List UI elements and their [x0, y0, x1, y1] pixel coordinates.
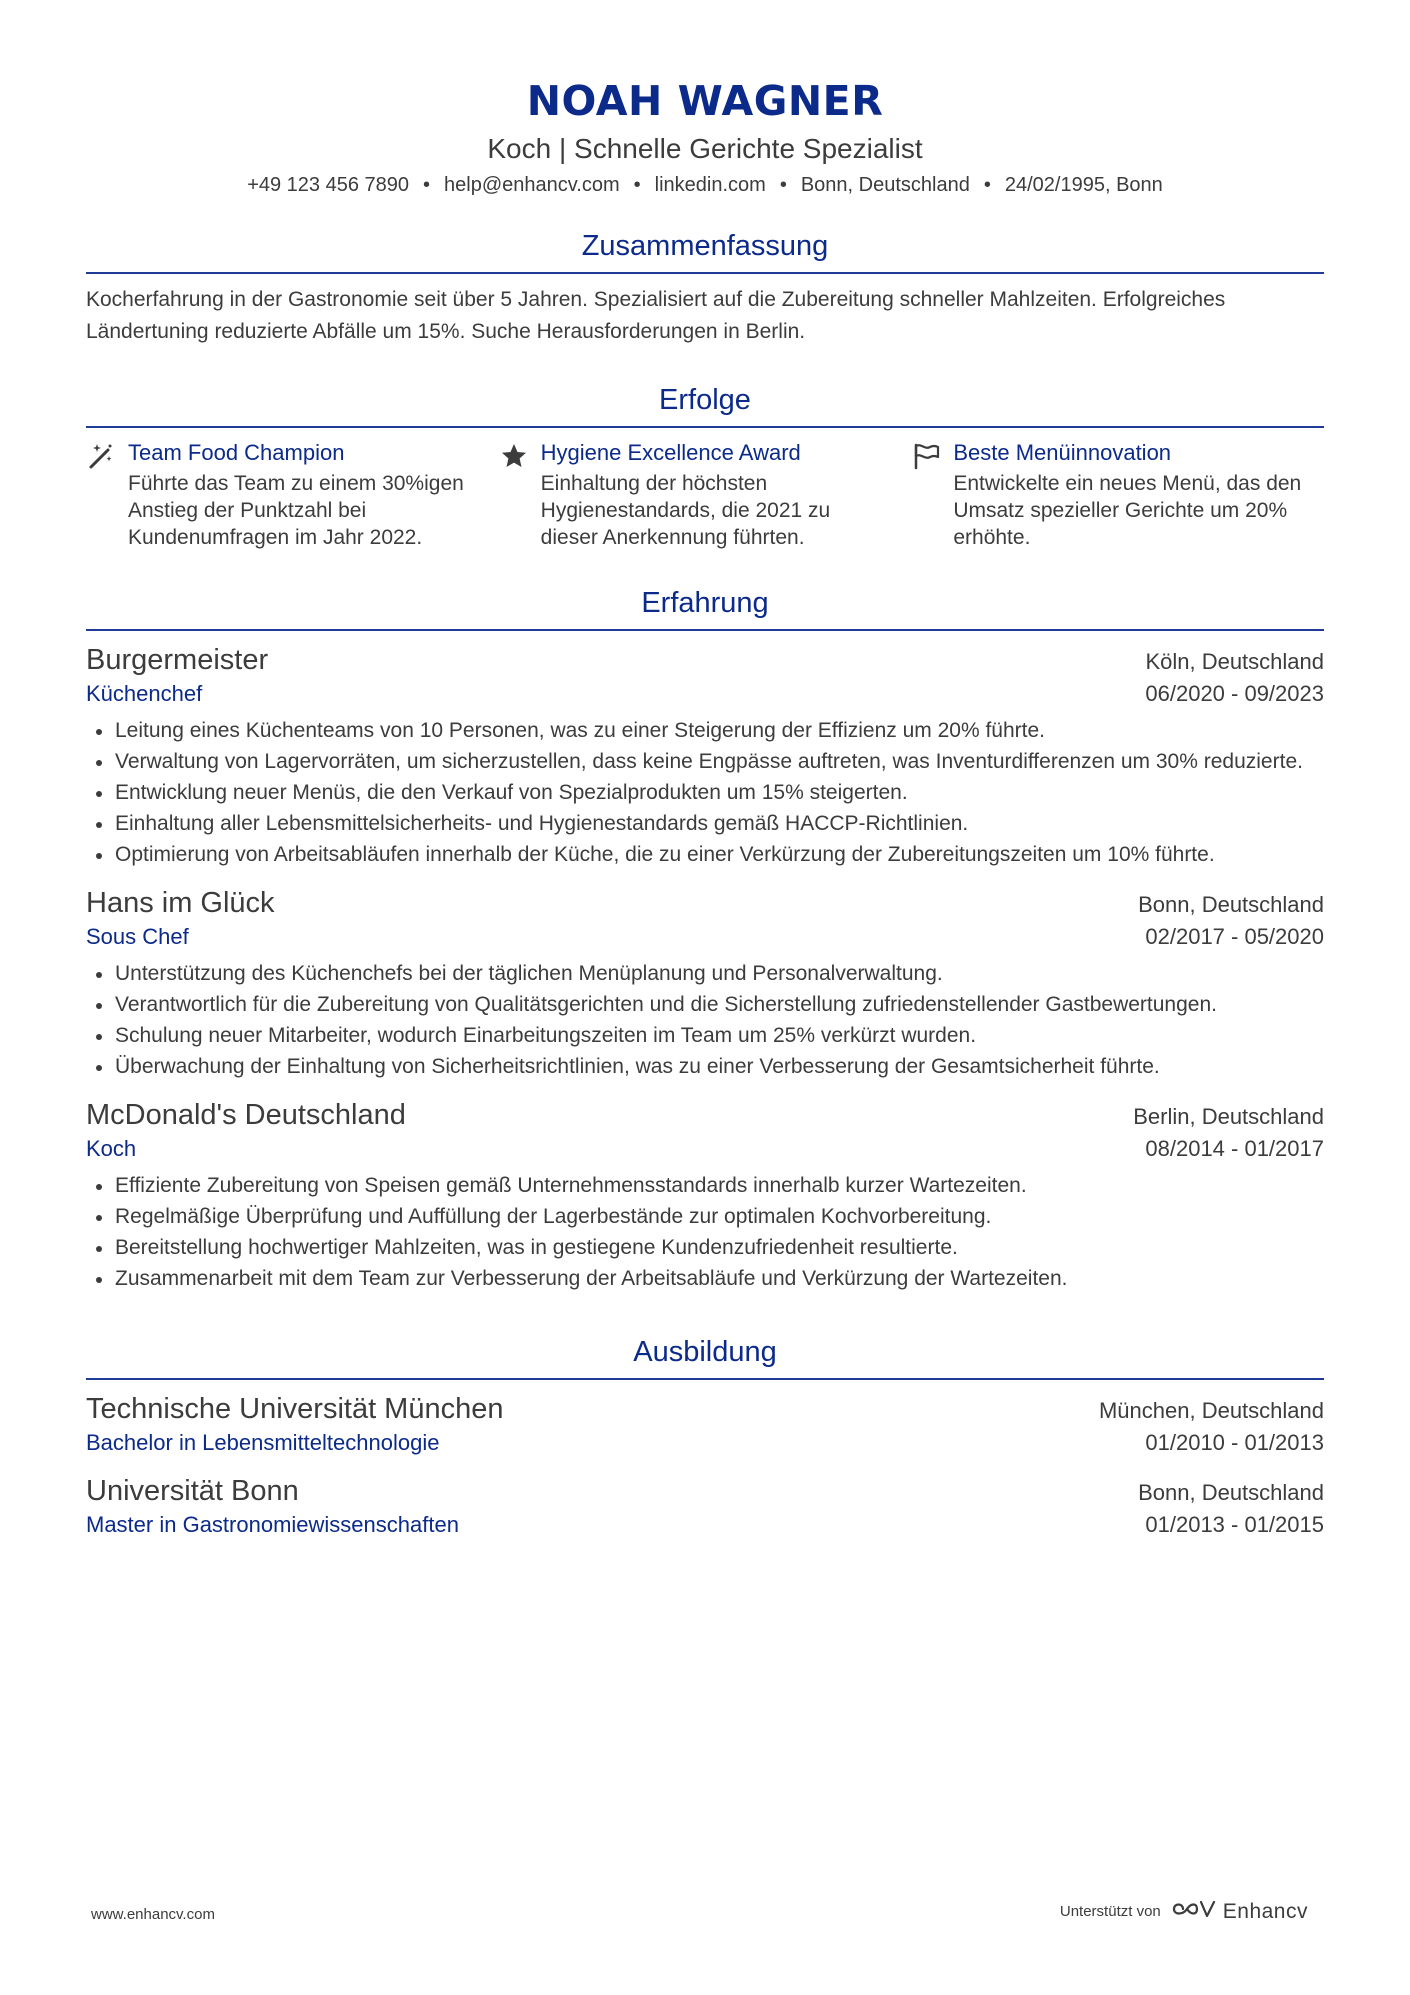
resume-content [86, 0, 1324, 1540]
summary-text: Kocherfahrung in der Gastronomie seit über 5 Jahren. Spezialisiert auf die Zubereitung schneller Mahlzeiten. Erfolgreiches Ländertuning reduzierte Abfälle um 15%. Suche Herausforderungen in Berlin. [86, 288, 1226, 343]
star-icon [499, 438, 529, 468]
job-bullets [86, 958, 1324, 1082]
birthdate: 24/02/1995, Bonn [1004, 174, 1163, 196]
location: Bonn, Deutschland [800, 174, 970, 196]
job-entry [86, 641, 1324, 870]
bullet-item: Unterstützung des Küchenchefs bei der täglichen Menüplanung und Personalverwaltung. [86, 958, 1324, 989]
bullet-item: Zusammenarbeit mit dem Team zur Verbesserung der Arbeitsabläufe und Verkürzung der Wartezeiten. [86, 1263, 1324, 1294]
enhancv-logo-icon [1171, 1898, 1217, 1925]
job-location: Köln, Deutschland [1145, 649, 1324, 674]
bullet-item: Leitung eines Küchenteams von 10 Personen, was zu einer Steigerung der Effizienz um 20% führte. [86, 715, 1324, 746]
email: help@enhancv.com [444, 174, 620, 196]
job-dates: 08/2014 - 01/2017 [1145, 1136, 1324, 1161]
section-title-education: Ausbildung [633, 1336, 777, 1368]
job-role: Küchenchef [86, 681, 203, 706]
job-entry [86, 1096, 1324, 1294]
phone: +49 123 456 7890 [247, 174, 410, 196]
achievement-item [86, 438, 499, 551]
job-dates: 06/2020 - 09/2023 [1145, 681, 1324, 706]
section-divider [86, 1378, 1324, 1380]
linkedin: linkedin.com [654, 174, 766, 196]
bullet-item: Bereitstellung hochwertiger Mahlzeiten, was in gestiegene Kundenzufriedenheit resultierte. [86, 1232, 1324, 1263]
section-title-experience: Erfahrung [641, 587, 769, 619]
powered-by-label: Unterstützt von [1059, 1903, 1161, 1920]
achievements-section [86, 382, 1324, 551]
education-dates: 01/2013 - 01/2015 [1145, 1512, 1324, 1537]
contact-line [86, 172, 1324, 198]
bullet-item: Effiziente Zubereitung von Speisen gemäß Unternehmensstandards innerhalb kurzer Wartezeiten. [86, 1170, 1324, 1201]
summary-section [86, 228, 1324, 348]
bullet-item: Verwaltung von Lagervorräten, um sicherzustellen, dass keine Engpässe auftreten, was Inventurdifferenzen um 30% reduzierte. [86, 746, 1324, 777]
education-degree-row [86, 1510, 1324, 1540]
achievement-description: Führte das Team zu einem 30%igen Anstieg der Punktzahl bei Kundenumfragen im Jahr 2022. [128, 472, 464, 549]
achievement-title: Team Food Champion [128, 440, 345, 465]
school-name: Technische Universität München [86, 1393, 504, 1425]
experience-section [86, 585, 1324, 1294]
resume-header [86, 0, 1324, 198]
job-location: Bonn, Deutschland [1138, 892, 1324, 917]
education-header-row [86, 1390, 1324, 1428]
achievement-body [953, 438, 1303, 551]
magic-wand-icon [86, 438, 116, 468]
section-title-summary: Zusammenfassung [581, 230, 829, 262]
job-bullets [86, 715, 1324, 870]
job-entry [86, 884, 1324, 1082]
separator: • [983, 174, 991, 196]
separator: • [779, 174, 787, 196]
bullet-item: Optimierung von Arbeitsabläufen innerhalb der Küche, die zu einer Verkürzung der Zubereitungszeiten um 10% führte. [86, 839, 1324, 870]
achievement-item [911, 438, 1324, 551]
section-divider [86, 272, 1324, 274]
job-header-row [86, 641, 1324, 679]
separator: • [633, 174, 641, 196]
company-name: McDonald's Deutschland [86, 1099, 406, 1131]
achievement-description: Entwickelte ein neues Menü, das den Umsatz spezieller Gerichte um 20% erhöhte. [953, 472, 1302, 549]
footer-website[interactable]: www.enhancv.com [91, 1906, 215, 1923]
bullet-item: Überwachung der Einhaltung von Sicherheitsrichtlinien, was zu einer Verbesserung der Gesamtsicherheit führte. [86, 1051, 1324, 1082]
enhancv-brand-name: Enhancv [1222, 1899, 1308, 1923]
school-location: Bonn, Deutschland [1138, 1480, 1324, 1505]
education-entry [86, 1390, 1324, 1458]
achievement-title: Hygiene Excellence Award [540, 440, 801, 465]
education-entry [86, 1472, 1324, 1540]
degree: Master in Gastronomiewissenschaften [86, 1512, 459, 1537]
bullet-item: Entwicklung neuer Menüs, die den Verkauf von Spezialprodukten um 15% steigerten. [86, 777, 1324, 808]
job-role: Sous Chef [86, 924, 189, 949]
bullet-item: Verantwortlich für die Zubereitung von Qualitätsgerichten und die Sicherstellung zufriedenstellender Gastbewertungen. [86, 989, 1324, 1020]
school-location: München, Deutschland [1098, 1398, 1324, 1423]
job-header-row [86, 1096, 1324, 1134]
achievement-body [541, 438, 891, 551]
section-title-achievements: Erfolge [659, 384, 751, 416]
job-role-row [86, 922, 1324, 952]
education-header-row [86, 1472, 1324, 1510]
company-name: Hans im Glück [86, 887, 275, 919]
bullet-item: Einhaltung aller Lebensmittelsicherheits- und Hygienestandards gemäß HACCP-Richtlinien. [86, 808, 1324, 839]
job-location: Berlin, Deutschland [1133, 1104, 1324, 1129]
achievements-list [86, 438, 1324, 551]
bullet-item: Schulung neuer Mitarbeiter, wodurch Einarbeitungszeiten im Team um 25% verkürzt wurden. [86, 1020, 1324, 1051]
job-header-row [86, 884, 1324, 922]
achievement-body [128, 438, 478, 551]
footer-branding [1060, 1898, 1308, 1925]
job-role: Koch [86, 1136, 137, 1161]
education-degree-row [86, 1428, 1324, 1458]
flag-icon [911, 438, 941, 468]
job-role-row [86, 1134, 1324, 1164]
school-name: Universität Bonn [86, 1475, 299, 1507]
degree: Bachelor in Lebensmitteltechnologie [86, 1430, 440, 1455]
achievement-title: Beste Menüinnovation [953, 440, 1172, 465]
company-name: Burgermeister [86, 644, 269, 676]
bullet-item: Regelmäßige Überprüfung und Auffüllung der Lagerbestände zur optimalen Kochvorbereitung. [86, 1201, 1324, 1232]
candidate-title: Koch | Schnelle Gerichte Spezialist [487, 133, 923, 164]
job-bullets [86, 1170, 1324, 1294]
job-role-row [86, 679, 1324, 709]
education-section [86, 1334, 1324, 1540]
achievement-item [499, 438, 912, 551]
candidate-name: NOAH WAGNER [526, 77, 884, 125]
separator: • [423, 174, 431, 196]
section-divider [86, 629, 1324, 631]
achievement-description: Einhaltung der höchsten Hygienestandards, die 2021 zu dieser Anerkennung führten. [540, 472, 831, 549]
education-dates: 01/2010 - 01/2013 [1145, 1430, 1324, 1455]
job-dates: 02/2017 - 05/2020 [1145, 924, 1324, 949]
section-divider [86, 426, 1324, 428]
